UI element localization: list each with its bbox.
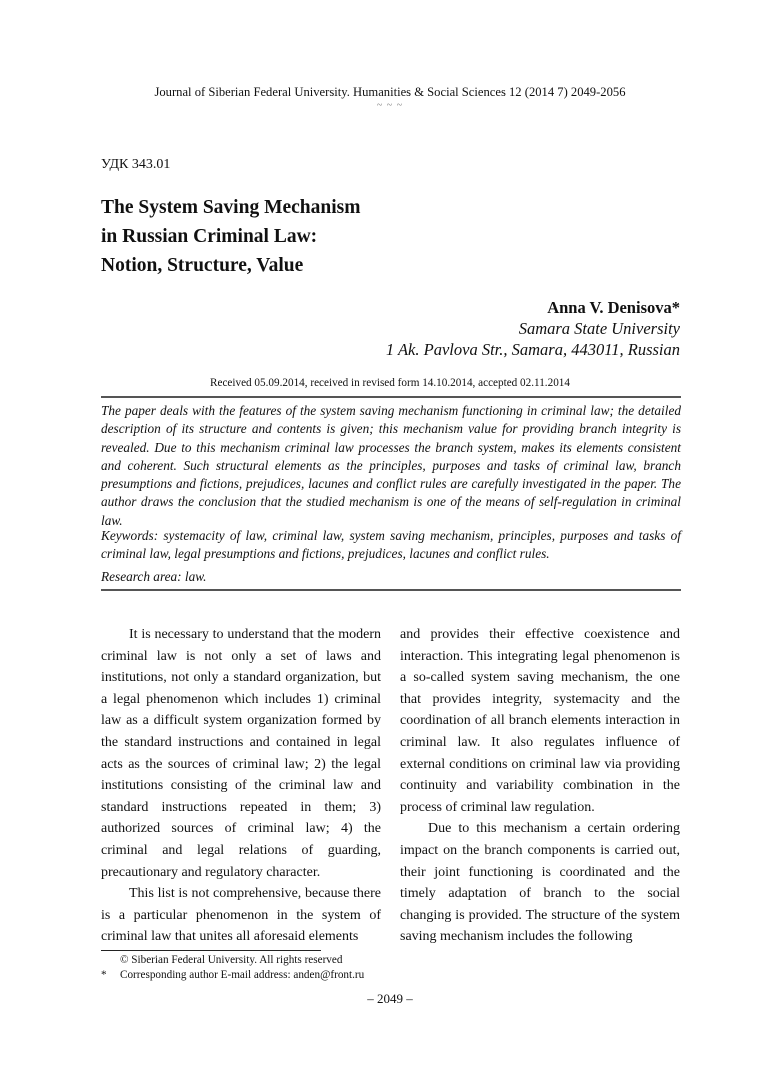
abstract: The paper deals with the features of the system saving mechanism functioning in criminal law; the detailed description of its structure and contents is given; this mechanism value for providing branch integrity is revealed. Due to this mechanism criminal law processes the branch system, makes its elements consistent and coherent. Such structural elements as the principles, purposes and tasks of criminal law, branch presumptions and fictions, prejudices, lacunes and conflict rules are carefully investigated in the paper. The author draws the conclusion that the studied mechanism is one of the means of self-regulation in criminal law. xyxy=(101,403,681,528)
footnote-rule xyxy=(101,950,321,951)
footnotes xyxy=(101,953,364,983)
body-column-right xyxy=(400,624,680,948)
author-block xyxy=(386,297,680,360)
author-affiliation: Samara State University xyxy=(518,319,680,338)
paragraph: Due to this mechanism a certain ordering impact on the branch components is carried out, their joint functioning is coordinated and the timely adaptation of branch to the social changing is provided. The structure of the system saving mechanism includes the following xyxy=(400,821,680,945)
title-line: Notion, Structure, Value xyxy=(101,255,304,276)
received-dates: Received 05.09.2014, received in revised form 14.10.2014, accepted 02.11.2014 xyxy=(210,377,570,389)
paragraph: This list is not comprehensive, because there is a particular phenomenon in the system of criminal law that unites all aforesaid elements xyxy=(101,886,381,945)
keywords: Keywords: systemacity of law, criminal law, system saving mechanism, principles, purposes and tasks of criminal law, legal presumptions and fictions, prejudices, lacunes and conflict rules. xyxy=(101,528,681,562)
header-separator: ~ ~ ~ xyxy=(376,100,404,111)
title-line: in Russian Criminal Law: xyxy=(101,226,318,247)
body-column-left xyxy=(101,624,381,948)
author-address: 1 Ak. Pavlova Str., Samara, 443011, Russian xyxy=(385,340,680,359)
page-number: – 2049 – xyxy=(367,991,413,1006)
paragraph: and provides their effective coexistence and interaction. This integrating legal phenomenon is a so-called system saving mechanism, the one that provides integrity, systemacity and the coordination of all branch elements interaction in criminal law. It also regulates influence of external conditions on criminal law via providing continuity and variability combination in the process of criminal law regulation. xyxy=(400,627,680,815)
title-line: The System Saving Mechanism xyxy=(101,197,361,218)
author-name: Anna V. Denisova* xyxy=(547,298,680,317)
paper-title xyxy=(101,193,360,280)
footnote-corresponding-author: * Corresponding author E-mail address: anden@front.ru xyxy=(101,969,365,981)
research-area: Research area: law. xyxy=(101,569,207,584)
footnote-copyright: © Siberian Federal University. All rights reserved xyxy=(120,954,343,966)
udk-code: УДК 343.01 xyxy=(101,157,171,172)
paragraph: It is necessary to understand that the modern criminal law is not only a set of laws and institutions, not only a standard organization, but a legal phenomenon which includes 1) criminal law as a difficult system organization formed by the standard instructions and contained in legal acts as the sources of criminal law; 2) the legal institutions consisting of the criminal law and standard instructions repeated in them; 3) authorized sources of criminal law; 4) the criminal and legal relations of guarding, precautionary and regulatory character. xyxy=(101,627,381,880)
abstract-bottom-rule xyxy=(101,589,681,591)
abstract-top-rule xyxy=(101,396,681,398)
journal-header: Journal of Siberian Federal University. Humanities & Social Sciences 12 (2014 7) 2049-2056 xyxy=(154,85,626,99)
